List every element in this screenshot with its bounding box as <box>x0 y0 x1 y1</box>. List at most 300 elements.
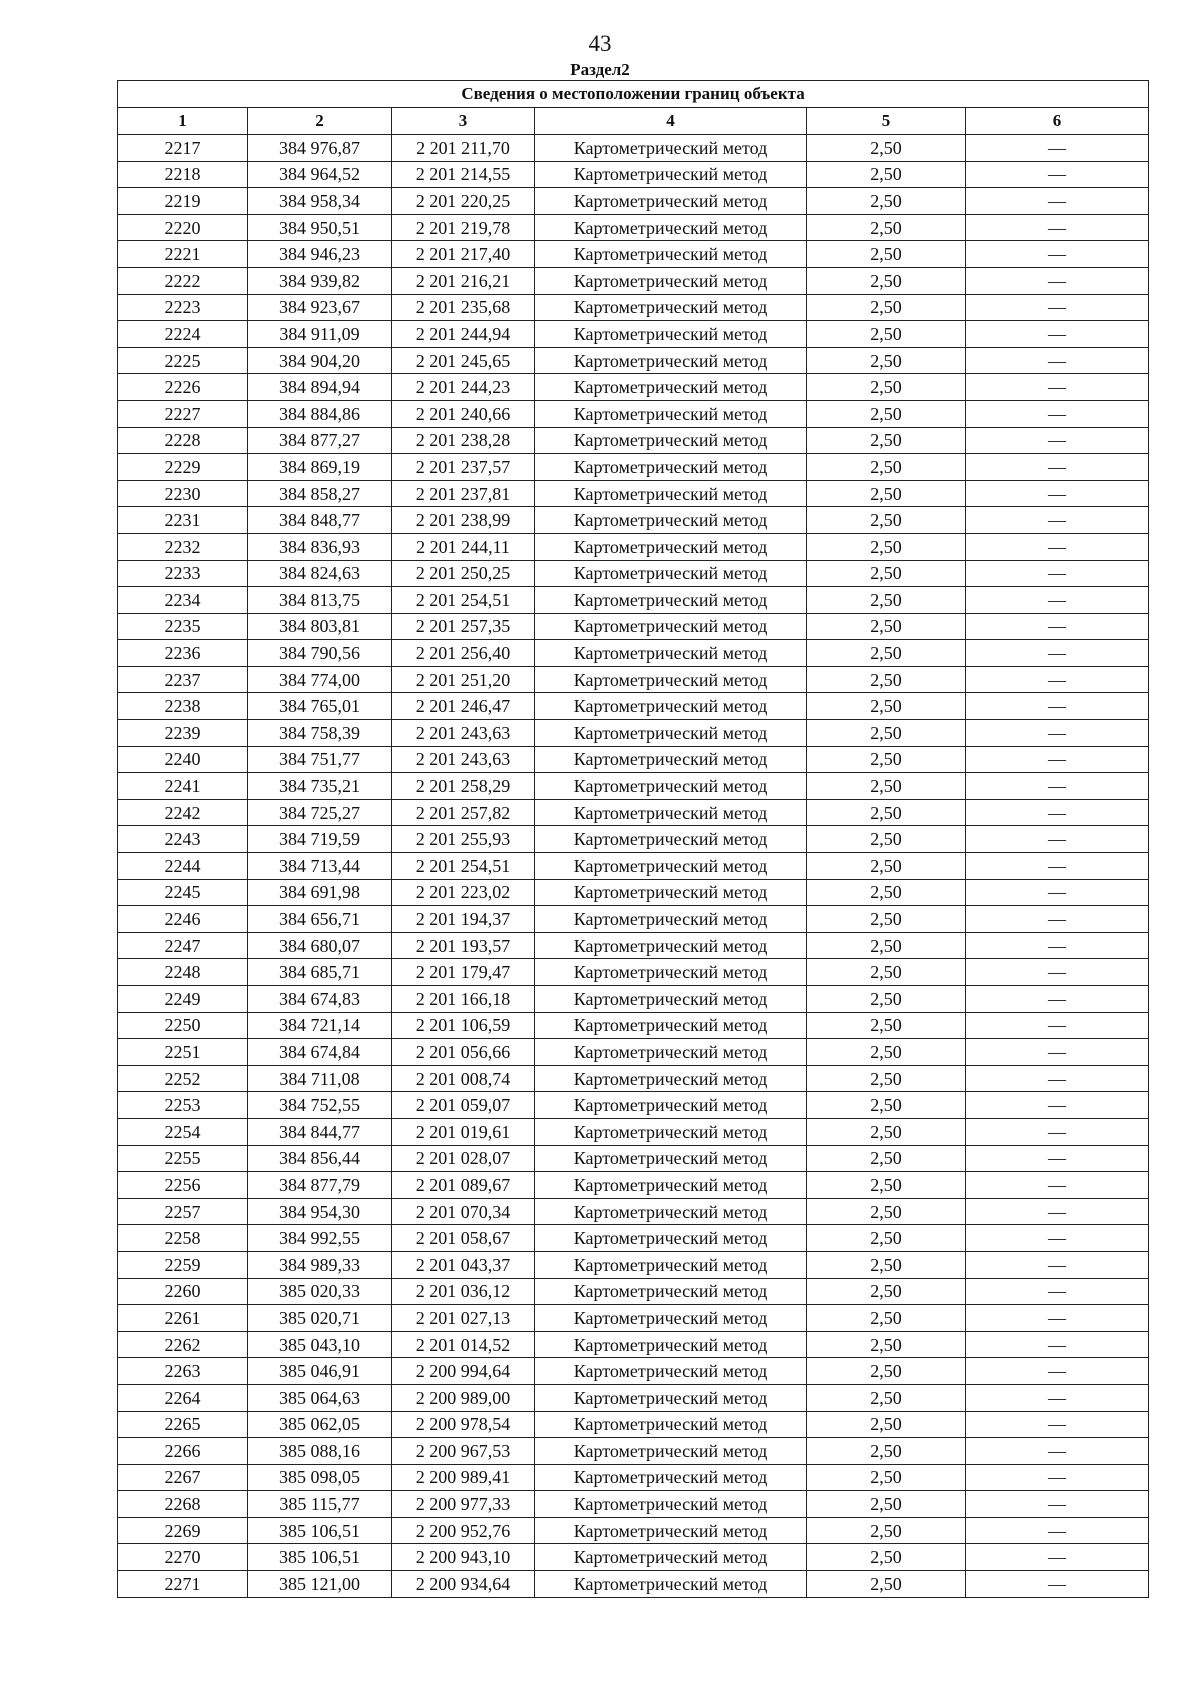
cell-point-number: 2234 <box>118 587 248 614</box>
cell-x-coordinate: 384 752,55 <box>248 1092 392 1119</box>
cell-note: — <box>966 241 1149 268</box>
cell-method: Картометрический метод <box>535 1225 807 1252</box>
cell-x-coordinate: 384 721,14 <box>248 1012 392 1039</box>
table-row <box>118 214 1149 241</box>
table-row <box>118 799 1149 826</box>
cell-accuracy: 2,50 <box>807 533 966 560</box>
cell-accuracy: 2,50 <box>807 959 966 986</box>
cell-y-coordinate: 2 200 989,41 <box>392 1464 535 1491</box>
cell-x-coordinate: 385 098,05 <box>248 1464 392 1491</box>
cell-y-coordinate: 2 201 043,37 <box>392 1251 535 1278</box>
column-header-3: 3 <box>392 108 535 135</box>
cell-y-coordinate: 2 201 244,94 <box>392 321 535 348</box>
cell-y-coordinate: 2 201 256,40 <box>392 640 535 667</box>
cell-x-coordinate: 385 088,16 <box>248 1438 392 1465</box>
cell-point-number: 2246 <box>118 906 248 933</box>
cell-accuracy: 2,50 <box>807 826 966 853</box>
cell-method: Картометрический метод <box>535 932 807 959</box>
table-row <box>118 135 1149 162</box>
cell-note: — <box>966 587 1149 614</box>
cell-y-coordinate: 2 201 211,70 <box>392 135 535 162</box>
cell-y-coordinate: 2 201 244,11 <box>392 533 535 560</box>
cell-point-number: 2247 <box>118 932 248 959</box>
cell-point-number: 2230 <box>118 480 248 507</box>
cell-x-coordinate: 384 691,98 <box>248 879 392 906</box>
cell-note: — <box>966 1571 1149 1598</box>
cell-x-coordinate: 385 121,00 <box>248 1571 392 1598</box>
cell-note: — <box>966 906 1149 933</box>
cell-point-number: 2263 <box>118 1358 248 1385</box>
cell-method: Картометрический метод <box>535 1065 807 1092</box>
cell-accuracy: 2,50 <box>807 693 966 720</box>
cell-method: Картометрический метод <box>535 1145 807 1172</box>
cell-x-coordinate: 384 946,23 <box>248 241 392 268</box>
cell-accuracy: 2,50 <box>807 640 966 667</box>
cell-method: Картометрический метод <box>535 400 807 427</box>
cell-accuracy: 2,50 <box>807 1092 966 1119</box>
cell-accuracy: 2,50 <box>807 1358 966 1385</box>
cell-method: Картометрический метод <box>535 959 807 986</box>
cell-note: — <box>966 1092 1149 1119</box>
cell-method: Картометрический метод <box>535 853 807 880</box>
cell-y-coordinate: 2 201 235,68 <box>392 294 535 321</box>
cell-x-coordinate: 384 877,27 <box>248 427 392 454</box>
cell-point-number: 2256 <box>118 1172 248 1199</box>
cell-point-number: 2217 <box>118 135 248 162</box>
cell-x-coordinate: 384 824,63 <box>248 560 392 587</box>
cell-x-coordinate: 385 043,10 <box>248 1331 392 1358</box>
cell-note: — <box>966 507 1149 534</box>
table-row <box>118 1305 1149 1332</box>
cell-point-number: 2242 <box>118 799 248 826</box>
cell-y-coordinate: 2 201 008,74 <box>392 1065 535 1092</box>
cell-note: — <box>966 1118 1149 1145</box>
cell-method: Картометрический метод <box>535 1544 807 1571</box>
cell-point-number: 2223 <box>118 294 248 321</box>
table-row <box>118 613 1149 640</box>
cell-y-coordinate: 2 201 214,55 <box>392 161 535 188</box>
cell-note: — <box>966 879 1149 906</box>
cell-note: — <box>966 720 1149 747</box>
cell-note: — <box>966 986 1149 1013</box>
cell-point-number: 2227 <box>118 400 248 427</box>
column-header-2: 2 <box>248 108 392 135</box>
cell-method: Картометрический метод <box>535 1491 807 1518</box>
cell-accuracy: 2,50 <box>807 214 966 241</box>
table-row <box>118 374 1149 401</box>
cell-method: Картометрический метод <box>535 241 807 268</box>
cell-y-coordinate: 2 200 943,10 <box>392 1544 535 1571</box>
cell-note: — <box>966 1198 1149 1225</box>
cell-accuracy: 2,50 <box>807 587 966 614</box>
cell-x-coordinate: 384 680,07 <box>248 932 392 959</box>
cell-method: Картометрический метод <box>535 560 807 587</box>
table-body <box>118 135 1149 1598</box>
column-header-1: 1 <box>118 108 248 135</box>
cell-x-coordinate: 384 989,33 <box>248 1251 392 1278</box>
table-row <box>118 1092 1149 1119</box>
cell-accuracy: 2,50 <box>807 454 966 481</box>
cell-accuracy: 2,50 <box>807 932 966 959</box>
cell-note: — <box>966 959 1149 986</box>
cell-y-coordinate: 2 201 056,66 <box>392 1039 535 1066</box>
cell-accuracy: 2,50 <box>807 853 966 880</box>
cell-point-number: 2261 <box>118 1305 248 1332</box>
cell-x-coordinate: 384 856,44 <box>248 1145 392 1172</box>
cell-method: Картометрический метод <box>535 1517 807 1544</box>
cell-accuracy: 2,50 <box>807 1305 966 1332</box>
cell-point-number: 2221 <box>118 241 248 268</box>
cell-y-coordinate: 2 201 246,47 <box>392 693 535 720</box>
cell-y-coordinate: 2 200 934,64 <box>392 1571 535 1598</box>
table-row <box>118 267 1149 294</box>
table-row <box>118 666 1149 693</box>
table-row <box>118 1198 1149 1225</box>
cell-note: — <box>966 161 1149 188</box>
cell-point-number: 2248 <box>118 959 248 986</box>
cell-point-number: 2245 <box>118 879 248 906</box>
cell-y-coordinate: 2 200 952,76 <box>392 1517 535 1544</box>
cell-note: — <box>966 294 1149 321</box>
cell-method: Картометрический метод <box>535 533 807 560</box>
cell-x-coordinate: 384 735,21 <box>248 773 392 800</box>
cell-accuracy: 2,50 <box>807 1544 966 1571</box>
table-row <box>118 1039 1149 1066</box>
cell-point-number: 2251 <box>118 1039 248 1066</box>
cell-x-coordinate: 384 923,67 <box>248 294 392 321</box>
cell-accuracy: 2,50 <box>807 294 966 321</box>
table-row <box>118 1491 1149 1518</box>
cell-x-coordinate: 384 950,51 <box>248 214 392 241</box>
cell-x-coordinate: 384 713,44 <box>248 853 392 880</box>
cell-x-coordinate: 384 674,83 <box>248 986 392 1013</box>
cell-method: Картометрический метод <box>535 587 807 614</box>
cell-accuracy: 2,50 <box>807 1438 966 1465</box>
cell-y-coordinate: 2 201 243,63 <box>392 746 535 773</box>
cell-accuracy: 2,50 <box>807 1012 966 1039</box>
cell-method: Картометрический метод <box>535 480 807 507</box>
cell-method: Картометрический метод <box>535 826 807 853</box>
table-row <box>118 507 1149 534</box>
cell-y-coordinate: 2 201 193,57 <box>392 932 535 959</box>
cell-note: — <box>966 932 1149 959</box>
table-row <box>118 1358 1149 1385</box>
cell-accuracy: 2,50 <box>807 1225 966 1252</box>
table-row <box>118 321 1149 348</box>
table-row <box>118 879 1149 906</box>
cell-x-coordinate: 384 858,27 <box>248 480 392 507</box>
cell-method: Картометрический метод <box>535 799 807 826</box>
cell-method: Картометрический метод <box>535 294 807 321</box>
cell-note: — <box>966 799 1149 826</box>
cell-note: — <box>966 1517 1149 1544</box>
cell-accuracy: 2,50 <box>807 321 966 348</box>
cell-method: Картометрический метод <box>535 374 807 401</box>
cell-method: Картометрический метод <box>535 1118 807 1145</box>
cell-y-coordinate: 2 200 989,00 <box>392 1384 535 1411</box>
cell-y-coordinate: 2 201 254,51 <box>392 853 535 880</box>
cell-accuracy: 2,50 <box>807 161 966 188</box>
cell-y-coordinate: 2 200 978,54 <box>392 1411 535 1438</box>
cell-x-coordinate: 384 958,34 <box>248 188 392 215</box>
section-title: Раздел2 <box>570 60 630 79</box>
cell-x-coordinate: 384 674,84 <box>248 1039 392 1066</box>
cell-method: Картометрический метод <box>535 1358 807 1385</box>
cell-accuracy: 2,50 <box>807 560 966 587</box>
cell-accuracy: 2,50 <box>807 480 966 507</box>
cell-x-coordinate: 384 685,71 <box>248 959 392 986</box>
cell-x-coordinate: 385 046,91 <box>248 1358 392 1385</box>
cell-note: — <box>966 640 1149 667</box>
cell-point-number: 2268 <box>118 1491 248 1518</box>
cell-y-coordinate: 2 201 194,37 <box>392 906 535 933</box>
table-row <box>118 587 1149 614</box>
cell-y-coordinate: 2 201 223,02 <box>392 879 535 906</box>
boundary-coordinates-table <box>117 80 1149 1598</box>
cell-method: Картометрический метод <box>535 1039 807 1066</box>
cell-point-number: 2254 <box>118 1118 248 1145</box>
cell-y-coordinate: 2 201 237,81 <box>392 480 535 507</box>
cell-point-number: 2233 <box>118 560 248 587</box>
cell-y-coordinate: 2 201 014,52 <box>392 1331 535 1358</box>
cell-accuracy: 2,50 <box>807 666 966 693</box>
cell-method: Картометрический метод <box>535 1384 807 1411</box>
table-row <box>118 1544 1149 1571</box>
table-row <box>118 161 1149 188</box>
cell-point-number: 2237 <box>118 666 248 693</box>
cell-note: — <box>966 1331 1149 1358</box>
cell-y-coordinate: 2 201 179,47 <box>392 959 535 986</box>
cell-accuracy: 2,50 <box>807 1039 966 1066</box>
cell-point-number: 2267 <box>118 1464 248 1491</box>
table-row <box>118 1251 1149 1278</box>
cell-x-coordinate: 384 751,77 <box>248 746 392 773</box>
cell-x-coordinate: 385 115,77 <box>248 1491 392 1518</box>
cell-x-coordinate: 384 904,20 <box>248 347 392 374</box>
cell-note: — <box>966 613 1149 640</box>
cell-x-coordinate: 384 848,77 <box>248 507 392 534</box>
cell-point-number: 2250 <box>118 1012 248 1039</box>
cell-y-coordinate: 2 201 251,20 <box>392 666 535 693</box>
cell-point-number: 2232 <box>118 533 248 560</box>
table-row <box>118 427 1149 454</box>
cell-x-coordinate: 384 844,77 <box>248 1118 392 1145</box>
cell-x-coordinate: 384 719,59 <box>248 826 392 853</box>
cell-note: — <box>966 374 1149 401</box>
table-row <box>118 906 1149 933</box>
cell-accuracy: 2,50 <box>807 879 966 906</box>
cell-note: — <box>966 1544 1149 1571</box>
cell-y-coordinate: 2 200 977,33 <box>392 1491 535 1518</box>
cell-accuracy: 2,50 <box>807 1118 966 1145</box>
cell-method: Картометрический метод <box>535 613 807 640</box>
table-row <box>118 746 1149 773</box>
cell-note: — <box>966 267 1149 294</box>
cell-point-number: 2255 <box>118 1145 248 1172</box>
cell-point-number: 2229 <box>118 454 248 481</box>
table-row <box>118 720 1149 747</box>
cell-method: Картометрический метод <box>535 321 807 348</box>
cell-method: Картометрический метод <box>535 161 807 188</box>
cell-method: Картометрический метод <box>535 720 807 747</box>
cell-note: — <box>966 1438 1149 1465</box>
cell-method: Картометрический метод <box>535 746 807 773</box>
cell-x-coordinate: 385 064,63 <box>248 1384 392 1411</box>
cell-accuracy: 2,50 <box>807 507 966 534</box>
cell-x-coordinate: 384 758,39 <box>248 720 392 747</box>
cell-point-number: 2244 <box>118 853 248 880</box>
cell-method: Картометрический метод <box>535 427 807 454</box>
cell-method: Картометрический метод <box>535 1012 807 1039</box>
cell-y-coordinate: 2 201 070,34 <box>392 1198 535 1225</box>
table-row <box>118 1225 1149 1252</box>
cell-x-coordinate: 384 976,87 <box>248 135 392 162</box>
table-row <box>118 1278 1149 1305</box>
cell-note: — <box>966 826 1149 853</box>
cell-method: Картометрический метод <box>535 640 807 667</box>
cell-note: — <box>966 773 1149 800</box>
table-row <box>118 1012 1149 1039</box>
cell-point-number: 2269 <box>118 1517 248 1544</box>
cell-y-coordinate: 2 201 244,23 <box>392 374 535 401</box>
cell-y-coordinate: 2 201 106,59 <box>392 1012 535 1039</box>
table-row <box>118 294 1149 321</box>
cell-point-number: 2271 <box>118 1571 248 1598</box>
cell-accuracy: 2,50 <box>807 374 966 401</box>
cell-x-coordinate: 385 106,51 <box>248 1517 392 1544</box>
table-row <box>118 1331 1149 1358</box>
cell-method: Картометрический метод <box>535 1571 807 1598</box>
cell-accuracy: 2,50 <box>807 1571 966 1598</box>
table-row <box>118 1464 1149 1491</box>
cell-y-coordinate: 2 201 036,12 <box>392 1278 535 1305</box>
cell-method: Картометрический метод <box>535 1411 807 1438</box>
cell-note: — <box>966 533 1149 560</box>
cell-x-coordinate: 384 911,09 <box>248 321 392 348</box>
cell-method: Картометрический метод <box>535 1251 807 1278</box>
cell-point-number: 2241 <box>118 773 248 800</box>
table-row <box>118 1517 1149 1544</box>
cell-note: — <box>966 1012 1149 1039</box>
cell-point-number: 2224 <box>118 321 248 348</box>
cell-point-number: 2264 <box>118 1384 248 1411</box>
cell-note: — <box>966 1172 1149 1199</box>
cell-point-number: 2257 <box>118 1198 248 1225</box>
table-row <box>118 1145 1149 1172</box>
cell-x-coordinate: 385 062,05 <box>248 1411 392 1438</box>
cell-method: Картометрический метод <box>535 773 807 800</box>
cell-note: — <box>966 560 1149 587</box>
cell-note: — <box>966 1464 1149 1491</box>
cell-y-coordinate: 2 201 019,61 <box>392 1118 535 1145</box>
cell-point-number: 2236 <box>118 640 248 667</box>
cell-x-coordinate: 384 725,27 <box>248 799 392 826</box>
cell-note: — <box>966 1251 1149 1278</box>
cell-method: Картометрический метод <box>535 1092 807 1119</box>
cell-note: — <box>966 1358 1149 1385</box>
cell-accuracy: 2,50 <box>807 267 966 294</box>
cell-y-coordinate: 2 201 250,25 <box>392 560 535 587</box>
cell-x-coordinate: 384 939,82 <box>248 267 392 294</box>
cell-point-number: 2270 <box>118 1544 248 1571</box>
cell-accuracy: 2,50 <box>807 1384 966 1411</box>
cell-note: — <box>966 427 1149 454</box>
cell-note: — <box>966 1278 1149 1305</box>
cell-y-coordinate: 2 201 089,67 <box>392 1172 535 1199</box>
cell-accuracy: 2,50 <box>807 906 966 933</box>
cell-x-coordinate: 384 803,81 <box>248 613 392 640</box>
cell-y-coordinate: 2 201 027,13 <box>392 1305 535 1332</box>
cell-x-coordinate: 384 765,01 <box>248 693 392 720</box>
cell-method: Картометрический метод <box>535 1278 807 1305</box>
cell-point-number: 2220 <box>118 214 248 241</box>
cell-x-coordinate: 384 656,71 <box>248 906 392 933</box>
table-row <box>118 693 1149 720</box>
table-row <box>118 241 1149 268</box>
cell-point-number: 2253 <box>118 1092 248 1119</box>
cell-x-coordinate: 384 813,75 <box>248 587 392 614</box>
table-row <box>118 480 1149 507</box>
cell-x-coordinate: 385 020,33 <box>248 1278 392 1305</box>
cell-y-coordinate: 2 201 028,07 <box>392 1145 535 1172</box>
cell-x-coordinate: 384 954,30 <box>248 1198 392 1225</box>
cell-accuracy: 2,50 <box>807 1198 966 1225</box>
cell-point-number: 2252 <box>118 1065 248 1092</box>
cell-y-coordinate: 2 201 255,93 <box>392 826 535 853</box>
table-row <box>118 959 1149 986</box>
cell-point-number: 2222 <box>118 267 248 294</box>
cell-note: — <box>966 693 1149 720</box>
cell-note: — <box>966 1491 1149 1518</box>
cell-point-number: 2265 <box>118 1411 248 1438</box>
cell-method: Картометрический метод <box>535 188 807 215</box>
cell-method: Картометрический метод <box>535 906 807 933</box>
cell-method: Картометрический метод <box>535 214 807 241</box>
cell-x-coordinate: 385 106,51 <box>248 1544 392 1571</box>
table-row <box>118 932 1149 959</box>
cell-point-number: 2238 <box>118 693 248 720</box>
table-title: Сведения о местоположении границ объекта <box>118 81 1149 108</box>
cell-y-coordinate: 2 201 166,18 <box>392 986 535 1013</box>
cell-method: Картометрический метод <box>535 1198 807 1225</box>
cell-method: Картометрический метод <box>535 135 807 162</box>
cell-x-coordinate: 385 020,71 <box>248 1305 392 1332</box>
cell-note: — <box>966 1411 1149 1438</box>
cell-accuracy: 2,50 <box>807 1464 966 1491</box>
table-row <box>118 986 1149 1013</box>
cell-accuracy: 2,50 <box>807 986 966 1013</box>
cell-y-coordinate: 2 201 254,51 <box>392 587 535 614</box>
cell-y-coordinate: 2 201 216,21 <box>392 267 535 294</box>
cell-point-number: 2228 <box>118 427 248 454</box>
table-row <box>118 347 1149 374</box>
table-row <box>118 773 1149 800</box>
cell-point-number: 2219 <box>118 188 248 215</box>
cell-method: Картометрический метод <box>535 267 807 294</box>
cell-note: — <box>966 321 1149 348</box>
cell-method: Картометрический метод <box>535 347 807 374</box>
cell-point-number: 2266 <box>118 1438 248 1465</box>
cell-method: Картометрический метод <box>535 693 807 720</box>
column-header-4: 4 <box>535 108 807 135</box>
cell-point-number: 2231 <box>118 507 248 534</box>
column-header-5: 5 <box>807 108 966 135</box>
cell-accuracy: 2,50 <box>807 720 966 747</box>
cell-x-coordinate: 384 836,93 <box>248 533 392 560</box>
cell-method: Картометрический метод <box>535 1305 807 1332</box>
table-row <box>118 1065 1149 1092</box>
cell-method: Картометрический метод <box>535 1331 807 1358</box>
